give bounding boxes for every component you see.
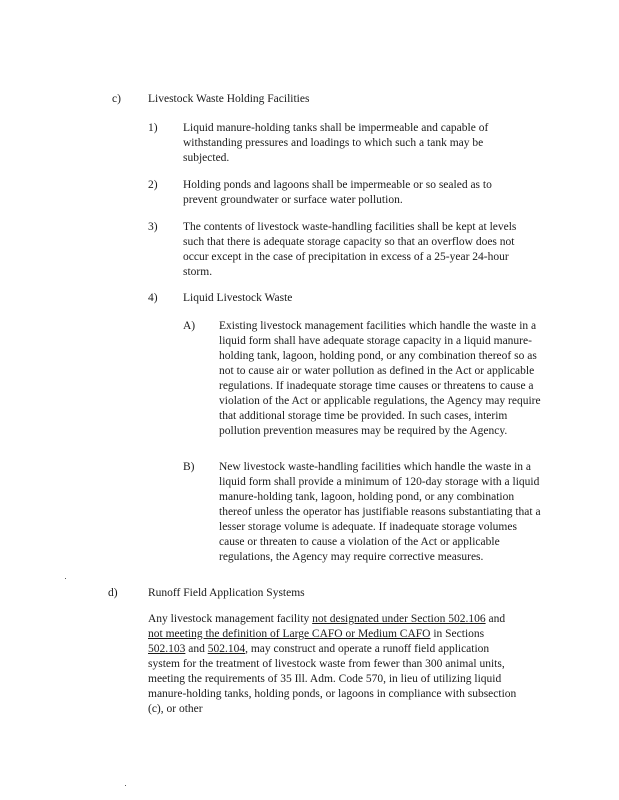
subitem-number: A) xyxy=(183,320,196,332)
section-c-title: Livestock Waste Holding Facilities xyxy=(148,93,310,105)
body-text: Any livestock management facility xyxy=(148,613,313,625)
underlined-amendment: not meeting the definition of Large CAFO or Medium CAFO xyxy=(148,628,431,640)
subitem-text: New livestock waste-handling facilities which handle the waste in a liquid form shall provide a minimum of 120-day storage with a liquid manure-holding tank, lagoon, holding pond, or any combination thereof unless the operator has justifiable reasons substantiating that a lesser storage volume is adequate. If inadequate storage volumes cause or threaten to cause a violation of the Act or applicable regulations, the Agency may require corrective measures. xyxy=(219,461,541,563)
item-number: 4) xyxy=(148,292,158,304)
item-text: Liquid Livestock Waste xyxy=(183,292,293,304)
underlined-amendment: 502.103 xyxy=(148,643,186,655)
scan-speck xyxy=(65,578,66,579)
body-text: , may construct and operate a runoff field application system for the treatment of livestock waste from fewer than 300 animal units, meeting the requirements of 35 Ill. Adm. Code 570, in lieu of utilizing liquid manure-holding tanks, holding ponds, or lagoons in compliance with subsection (c), or other xyxy=(148,643,517,715)
underlined-amendment: not designated under Section 502.106 xyxy=(312,613,486,625)
item-number: 1) xyxy=(148,122,158,134)
body-text: and xyxy=(485,613,506,625)
item-text: Holding ponds and lagoons shall be impermeable or so sealed as to prevent groundwater or surface water pollution. xyxy=(183,179,492,206)
scan-speck xyxy=(125,785,126,786)
section-c-label: c) xyxy=(112,93,121,105)
item-text: The contents of livestock waste-handling facilities shall be kept at levels such that there is adequate storage capacity so that an overflow does not occur except in the case of precipitation in excess of a 25-year 24-hour storm. xyxy=(183,221,517,278)
item-number: 2) xyxy=(148,179,158,191)
subitem-number: B) xyxy=(183,461,195,473)
section-d-body xyxy=(148,612,518,717)
underlined-amendment: 502.104 xyxy=(207,643,246,655)
body-text: in Sections xyxy=(430,628,485,640)
body-text: and xyxy=(185,643,208,655)
section-d-title: Runoff Field Application Systems xyxy=(148,587,305,599)
subitem-text: Existing livestock management facilities which handle the waste in a liquid form shall have adequate storage capacity in a liquid manure-holding tank, lagoon, holding pond, or any combination thereof so as not to cause air or water pollution as defined in the Act or applicable regulations. If inadequate storage time causes or threatens to cause a violation of the Act or applicable regulations, the Agency may require that additional storage time be provided. In such cases, interim pollution prevention measures may be required by the Agency. xyxy=(219,320,541,437)
section-d-label: d) xyxy=(108,587,118,599)
item-number: 3) xyxy=(148,221,158,233)
item-text: Liquid manure-holding tanks shall be impermeable and capable of withstanding pressures and loadings to which such a tank may be subjected. xyxy=(183,122,489,164)
